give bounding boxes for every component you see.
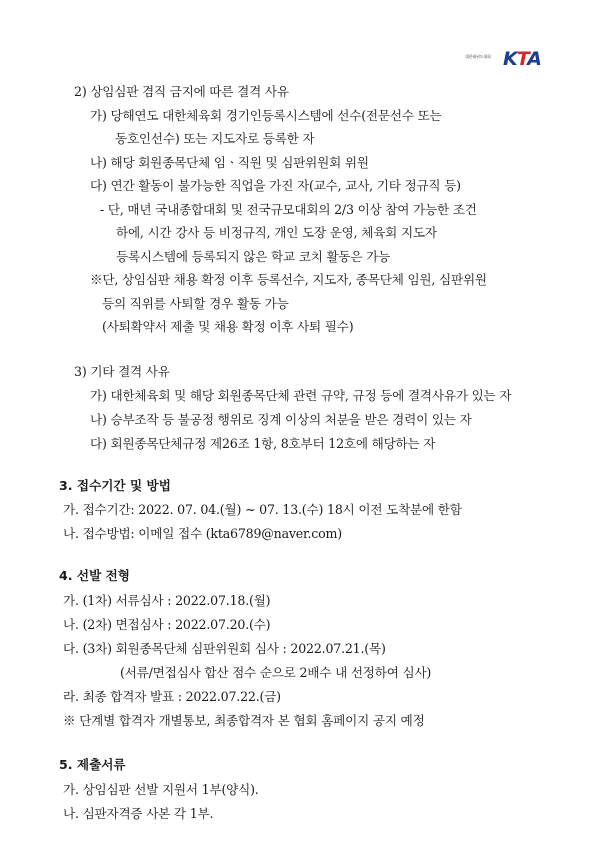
list-item: 나. 접수방법: 이메일 접수 (kta6789@naver.com) — [63, 526, 342, 541]
list-item: 나. (2차) 면접심사 : 2022.07.20.(수) — [63, 617, 271, 632]
list-item: 가. 상임심판 선발 지원서 1부(양식). — [63, 782, 259, 797]
list-item: 다. (3차) 회원종목단체 심판위원회 심사 : 2022.07.21.(목) — [63, 641, 386, 656]
list-item: 등록시스템에 등록되지 않은 학교 코치 활동은 가능 — [116, 249, 391, 264]
list-item: 가. (1차) 서류심사 : 2022.07.18.(월) — [63, 593, 271, 608]
list-item: 동호인선수) 또는 지도자로 등록한 자 — [115, 131, 315, 146]
list-item: (서류/면접심사 합산 점수 순으로 2배수 내 선정하여 심사) — [120, 665, 432, 680]
list-item: 나. 심판자격증 사본 각 1부. — [63, 806, 214, 821]
subsection-3-title: 3) 기타 결격 사유 — [74, 364, 170, 379]
list-item: 다) 회원종목단체규정 제26조 1항, 8호부터 12호에 해당하는 자 — [90, 436, 436, 451]
list-item: - 단, 매년 국내종합대회 및 전국규모대회의 2/3 이상 참여 가능한 조건 — [100, 202, 477, 217]
logo-mark-text: KTA — [503, 48, 541, 70]
note-item: ※단, 상임심판 채용 확정 이후 등록선수, 지도자, 종목단체 임원, 심판위원 — [90, 272, 487, 287]
list-item: 가) 대한체육회 및 해당 회원종목단체 관련 규약, 규정 등에 결격사유가 있는 자 — [90, 388, 512, 403]
list-item: 나) 승부조작 등 불공정 행위로 징계 이상의 처분을 받은 경력이 있는 자 — [90, 412, 472, 427]
section-5-heading: 5. 제출서류 — [59, 757, 126, 772]
list-item: 가) 당해연도 대한체육회 경기인등록시스템에 선수(전문선수 또는 — [90, 108, 442, 123]
list-item: 다) 연간 활동이 불가능한 직업을 가진 자(교수, 교사, 기타 정규직 등) — [90, 178, 461, 193]
kta-logo — [465, 48, 565, 70]
note-item: (사퇴확약서 제출 및 채용 확정 이후 사퇴 필수) — [102, 319, 354, 334]
subsection-2-title: 2) 상임심판 겸직 금지에 따른 결격 사유 — [74, 84, 289, 99]
list-item: 라. 최종 합격자 발표 : 2022.07.22.(금) — [63, 689, 281, 704]
note-item: ※ 단계별 합격자 개별통보, 최종합격자 본 협회 홈페이지 공지 예정 — [63, 713, 425, 728]
logo-org-name: 대한태권도협회 — [465, 54, 491, 59]
note-item: 등의 직위를 사퇴할 경우 활동 가능 — [102, 296, 289, 311]
section-4-heading: 4. 선발 전형 — [59, 568, 130, 583]
list-item: 나) 해당 회원종목단체 임ㆍ직원 및 심판위원회 위원 — [90, 155, 369, 170]
section-3-heading: 3. 접수기간 및 방법 — [59, 478, 171, 493]
list-item: 하에, 시간 강사 등 비정규직, 개인 도장 운영, 체육회 지도자 — [116, 225, 437, 240]
logo-mark — [503, 48, 541, 70]
list-item: 가. 접수기간: 2022. 07. 04.(월) ~ 07. 13.(수) 18시 이전 도착분에 한함 — [63, 502, 462, 517]
